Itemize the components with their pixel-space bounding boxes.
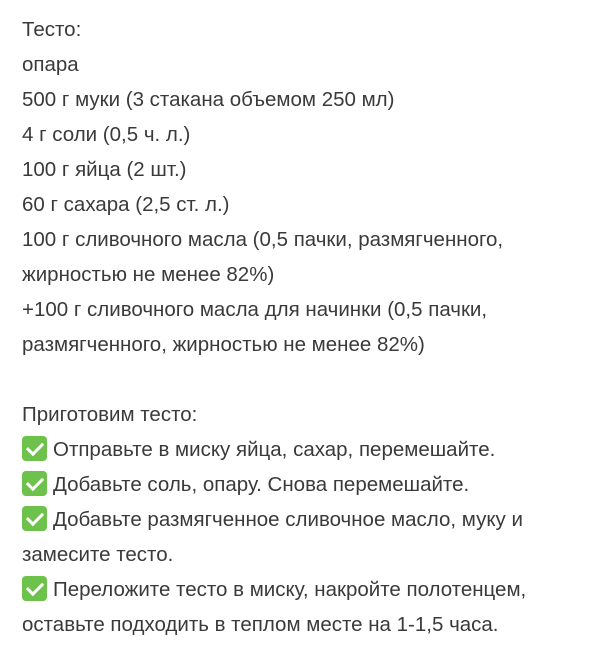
check-mark-icon: [22, 471, 47, 496]
check-mark-icon: [22, 506, 47, 531]
steps-heading: Приготовим тесто:: [22, 403, 198, 426]
step-item: [22, 502, 588, 572]
ingredient-item: 60 г сахара (2,5 ст. л.): [22, 193, 230, 216]
recipe-document: [22, 12, 588, 642]
step-item: [22, 432, 588, 467]
ingredient-item: 100 г яйца (2 шт.): [22, 158, 187, 181]
ingredients-heading: Тесто:: [22, 18, 82, 41]
ingredient-item: 100 г сливочного масла (0,5 пачки, размягченного, жирностью не менее 82%): [22, 228, 504, 286]
ingredient-item: 4 г соли (0,5 ч. л.): [22, 123, 191, 146]
check-mark-icon: [22, 576, 47, 601]
ingredient-item: 500 г муки (3 стакана объемом 250 мл): [22, 88, 395, 111]
step-item: [22, 467, 588, 502]
step-item: [22, 572, 588, 642]
step-text: Добавьте размягченное сливочное масло, муку и замесите тесто.: [22, 508, 523, 566]
spacer: [22, 362, 588, 397]
ingredient-item: опара: [22, 53, 79, 76]
step-text: Отправьте в миску яйца, сахар, перемешайте.: [53, 438, 496, 461]
step-text: Добавьте соль, опару. Снова перемешайте.: [53, 473, 470, 496]
ingredient-item: +100 г сливочного масла для начинки (0,5 пачки, размягченного, жирностью не менее 82%): [22, 298, 488, 356]
check-mark-icon: [22, 436, 47, 461]
step-text: Переложите тесто в миску, накройте полотенцем, оставьте подходить в теплом месте на 1-1,5 часа.: [22, 578, 527, 636]
